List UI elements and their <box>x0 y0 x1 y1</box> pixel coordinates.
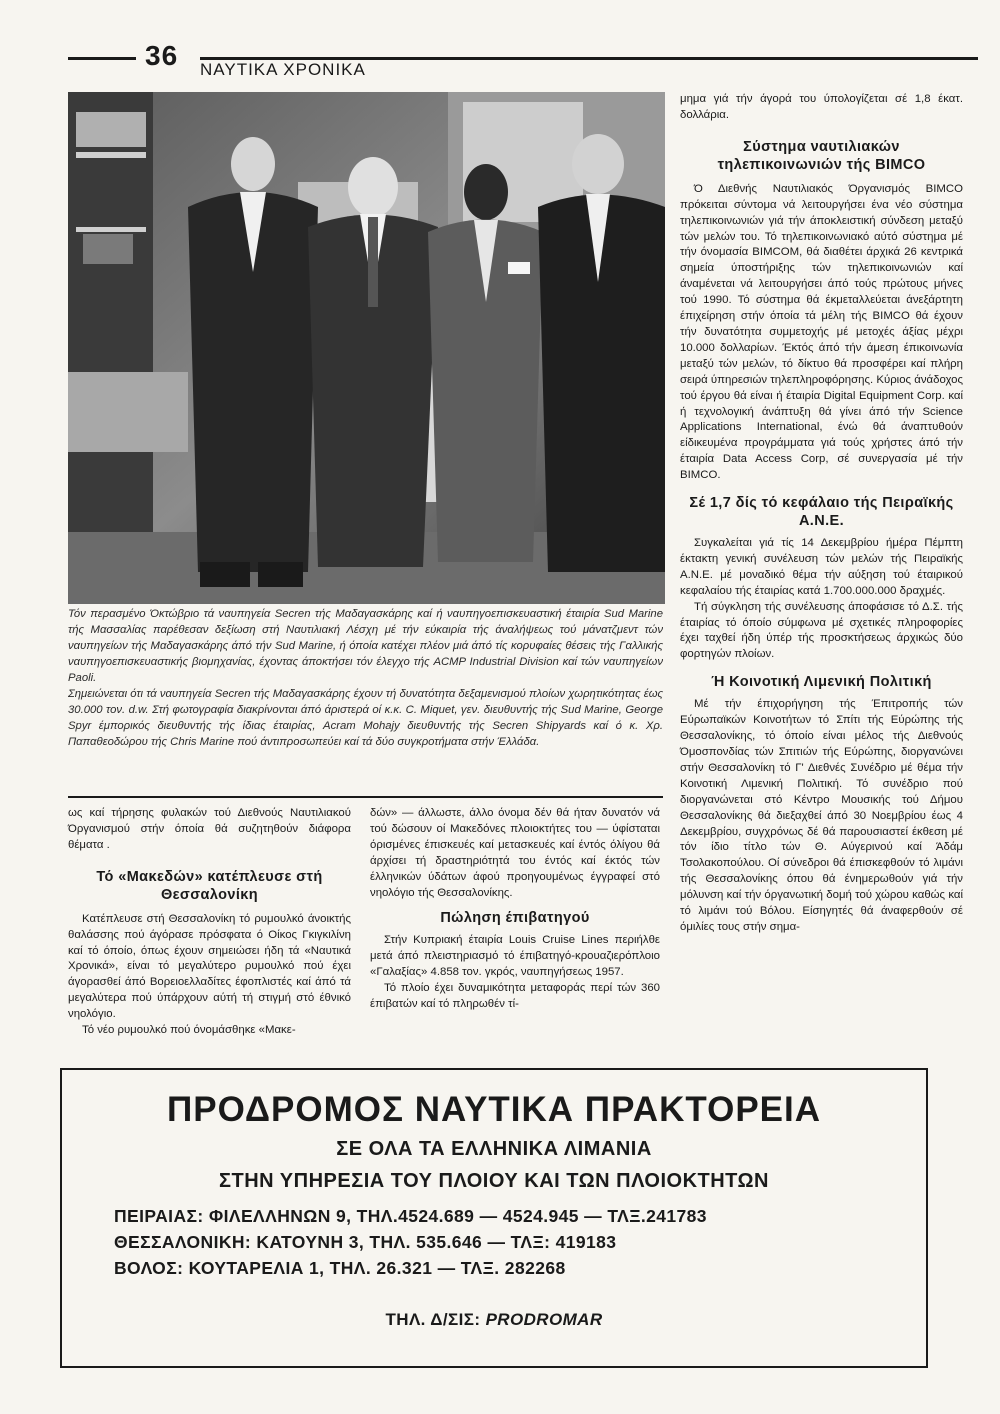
prodromos-advert <box>60 1068 928 1368</box>
makedon-text-1: Κατέπλευσε στή Θεσσαλονίκη τό ρυμουλκό άνοικτής θαλάσσης πού άγόρασε πρόσφατα ό Οίκος Γκιγκιλίνη καί τό όποίο, όπως έχουν σημειώσει ήδη τά «Ναυτικά Χρονικά», είναι τό μεγαλύτερο ρυμουλκό πού έχει άγορασθεί άπό Βορειοελλαδίτες έφοπλιστές καί άπό τά μεγαλύτερα πού ύπάρχουν αύτή τή στιγμή στό έθνικό νηολόγιο. <box>68 912 351 1021</box>
sale-text-2: Τό πλοίο έχει δυναμικότητα μεταφοράς περί τών 360 έπιβατών καί τό πληρωθέν τί- <box>370 982 660 1011</box>
advert-subtitle-2: ΣΤΗΝ ΥΠΗΡΕΣΙΑ ΤΟΥ ΠΛΟΙΟΥ ΚΑΙ ΤΩΝ ΠΛΟΙΟΚΤΗΤΩΝ <box>218 1170 770 1192</box>
bimco-text: Ό Διεθνής Ναυτιλιακός Όργανισμός BIMCO πρόκειται σύντομα νά λειτουργήσει ένα νέο σύστημα τηλεπικοινωνιών γιά τήν άποκλειστική σύνδεση μεταξύ τών μελών του. Τό τηλεπικοινωνιακό αύτό σύστημα μέ τήν όνομασία BIMCOM, θά διαθέτει άρχικά 26 κεντρικά σημεία ύποστήριξης τών τηλεπικοινωνιών καί άναμένεται νά λειτουργήσει άπό τούς πρώτους μήνες τού 1990. Τό σύστημα θά έκμεταλλεύεται άνεξάρτητη έπιχείρηση στήν όποία τά μέλη τής BIMCO θά έχουν τήν δυνατότητα συμμετοχής μέ μετοχές άξίας μέχρι 10.000 δολλαρίων. Έκτός άπό τήν άμεση έπικοινωνία μεταξύ τών μελών, τό δίκτυο θά προσφέρει καί πλήρη σειρά ύπηρεσιών τηλεπληροφόρησης. Κύριος άνάδοχος τού έργου θά είναι ή έταιρία Digital Equipment Corp. καί ή τεχνολογική άνάπτυξη θά γίνει άπό τήν Science Applications International, ένώ θά άναπτυθούν είδικευμένα προγράμματα γιά τούς χρήστες άπό τήν έταιρία Data Access Corp, σέ συνεργασία μέ τήν BIMCO. <box>680 182 963 482</box>
makedon-heading: Τό «Μακεδών» κατέπλευσε στή Θεσσαλονίκη <box>96 868 323 903</box>
column-a <box>68 806 351 1039</box>
caption-text: Τόν περασμένο Όκτώβριο τά ναυπηγεία Secren τής Μαδαγασκάρης καί ή ναυπηγοεπισκευαστική έταιρία Sud Marine τής Μασσαλίας παρέθεσαν δεξίωση στή Ναυτιλιακή Λέσχη μέ τήν εύκαιρία τής άναλήψεως τού μάνατζμεντ τών ναυπηγείων τής Μαδαγασκάρης άπό τήν Sud Marine, ή όποία κατέχει πλέον μιά άπό τίς κορυφαίες θέσεις τής Γαλλικής ναυπηγοεπισκευαστικής βιομηχανίας, έχοντας άποκτήσει τόν έλεγχο τής ACMP Industrial Division καί τών ναυπηγείων Paoli. <box>68 608 663 684</box>
bimco-intro: μημα γιά τήν άγορά του ύπολογίζεται σέ 1,8 έκατ. δολλάρια. <box>680 93 963 121</box>
caption-note: Σημειώνεται ότι τά ναυπηγεία Secren τής Μαδαγασκάρης έχουν τή δυνατότητα δεξαμενισμού πλοίων χωρητικότητας έως 30.000 τον. d.w. Στή φωτογραφία διακρίνονται άπό άριστερά οί κ.κ. C. Miquet, γεν. διευθυντής τής Sud Marine, George Spyr έμπορικός διευθυντής τής ίδιας έταιρίας, Acram Mohajy διευθυντής τής Secren Shipyards καί ό κ. Χρ. Παπαθεοδώρου τής Chris Marine πού άντιπροσωπεύει καί τά δύο συγκροτήματα στήν Έλλάδα. <box>68 688 663 748</box>
col-b-intro: δών» — άλλωστε, άλλο όνομα δέν θά ήταν δυνατόν νά τού δώσουν οί Μακεδόνες πλοιοκτήτες του — ύφίσταται όρισμένες έπισκευές καί μετασκευές καί έντός όλίγου θά άρχίσει τή δραστηριότητά του έντός καί έκτός τών έλληνικών ύδάτων άφού προηγουμένως έγγραφεί στό νηολόγιο τής Θεσσαλονίκης. <box>370 807 660 899</box>
right-column <box>680 92 963 936</box>
bimco-heading: Σύστημα ναυτιλιακών τηλεπικοινωνιών τής BIMCO <box>717 138 926 173</box>
makedon-text-2: Τό νέο ρυμουλκό πού όνομάσθηκε «Μακε- <box>82 1024 296 1037</box>
advert-volos-line: ΒΟΛΟΣ: ΚΟΥΤΑΡΕΛΙΑ 1, ΤΗΛ. 26.321 — ΤΛΞ. 282268 <box>114 1258 566 1278</box>
magazine-title: ΝΑΥΤΙΚΑ ΧΡΟΝΙΚΑ <box>200 60 366 79</box>
person-1 <box>188 137 318 587</box>
advert-piraeus-line: ΠΕΙΡΑΙΑΣ: ΦΙΛΕΛΛΗΝΩΝ 9, ΤΗΛ.4524.689 — 4524.945 — ΤΛΞ.241783 <box>114 1206 707 1226</box>
advert-tel-label: ΤΗΛ. Δ/ΣΙΣ: <box>385 1310 481 1329</box>
port-text: Μέ τήν έπιχορήγηση τής Έπιτροπής τών Εύρωπαϊκών Κοινοτήτων τό Σπίτι τής Εύρώπης τής Θεσσαλονίκης, τό όποίο είναι μέλος τής Διεθνούς Όμοσπονδίας τών Σπιτιών τής Εύρώπης, διοργανώνει στήν Θεσσαλονίκη τό Γ' Διεθνές Συνέδριο μέ θέμα τήν Κοινοτική Λιμενική Πολιτική. Τό συνέδριο πού διοργανώνεται στό Κέντρο Μουσικής τού Δήμου Θεσσαλονίκης θά διεξαχθεί άπό 30 Νοεμβρίου έως 4 Δεκεμβρίου, συγχρόνως δέ θά παρουσιαστεί έκθεση μέ τόν ίδιο τίτλο τών Θ. Αύγερινού καί Άδάμ Τσολακοπούλου. Οί σύνεδροι θά έπισκεφθούν τό λιμάνι τής Θεσσαλονίκης όπου θά ένημερωθούν γιά τήν μόλυνση καί τήν όργανωτική δομή τού χώρου καθώς καί τό λιμάνι τού Βόλου. Είσηγητές θά άναφερθούν σέ όμιλίες τους στήν σημα- <box>680 698 963 933</box>
piraeus-heading: Σέ 1,7 δίς τό κεφάλαιο τής Πειραϊκής Α.Ν.Ε. <box>689 495 954 530</box>
piraeus-text-2: Τή σύγκληση τής συνέλευσης άποφάσισε τό Δ.Σ. τής έταιρίας τό όποίο σύμφωνα μέ σχετικές πληροφορίες έχει ταχθεί ήδη ύπέρ τής προσκτήσεως άρχικώς δύο φορτηγών πλοίων. <box>680 600 963 661</box>
advert-tel-value: PRODROMAR <box>485 1310 603 1329</box>
advert-thessaloniki-line: ΘΕΣΣΑΛΟΝΙΚΗ: ΚΑΤΟΥΝΗ 3, ΤΗΛ. 535.646 — ΤΛΞ: 419183 <box>114 1232 617 1252</box>
piraeus-text-1: Συγκαλείται γιά τίς 14 Δεκεμβρίου ήμέρα Πέμπτη έκτακτη γενική συνέλευση τών μελών τής Πειραϊκής Α.Ν.Ε. μέ μοναδικό θέμα τήν αύξηση τού έταιρικού κεφαλαίου τής έταιρίας κατά 1.700.000.000 δραχμές. <box>680 537 963 597</box>
port-heading: Ή Κοινοτική Λιμενική Πολιτική <box>711 674 932 691</box>
reception-photo <box>68 92 665 604</box>
col-a-intro: ως καί τήρησης φυλακών τού Διεθνούς Ναυτιλιακού Όργανισμού στήν όποία θά συζητηθούν διάφορα θέματα . <box>68 807 351 851</box>
column-b <box>370 806 660 1013</box>
advert-telegraph <box>62 1310 926 1330</box>
header-rule-left <box>68 57 136 60</box>
sale-text-1: Στήν Κυπριακή έταιρία Louis Cruise Lines περιήλθε μετά άπό πλειστηριασμό τό έπιβατηγό-κρουαζιερόπλοιο «Γαλαξίας» 4.858 τον. γκρός, ναυπηγήσεως 1957. <box>370 934 660 979</box>
section-divider <box>68 796 663 798</box>
sale-heading: Πώληση έπιβατηγού <box>440 910 590 927</box>
photo-caption <box>68 606 663 750</box>
advert-title: ΠΡΟΔΡΟΜΟΣ ΝΑΥΤΙΚΑ ΠΡΑΚΤΟΡΕΙΑ <box>166 1090 822 1129</box>
page-number: 36 <box>145 40 179 71</box>
advert-subtitle-1: ΣΕ ΟΛΑ ΤΑ ΕΛΛΗΝΙΚΑ ΛΙΜΑΝΙΑ <box>336 1138 652 1160</box>
